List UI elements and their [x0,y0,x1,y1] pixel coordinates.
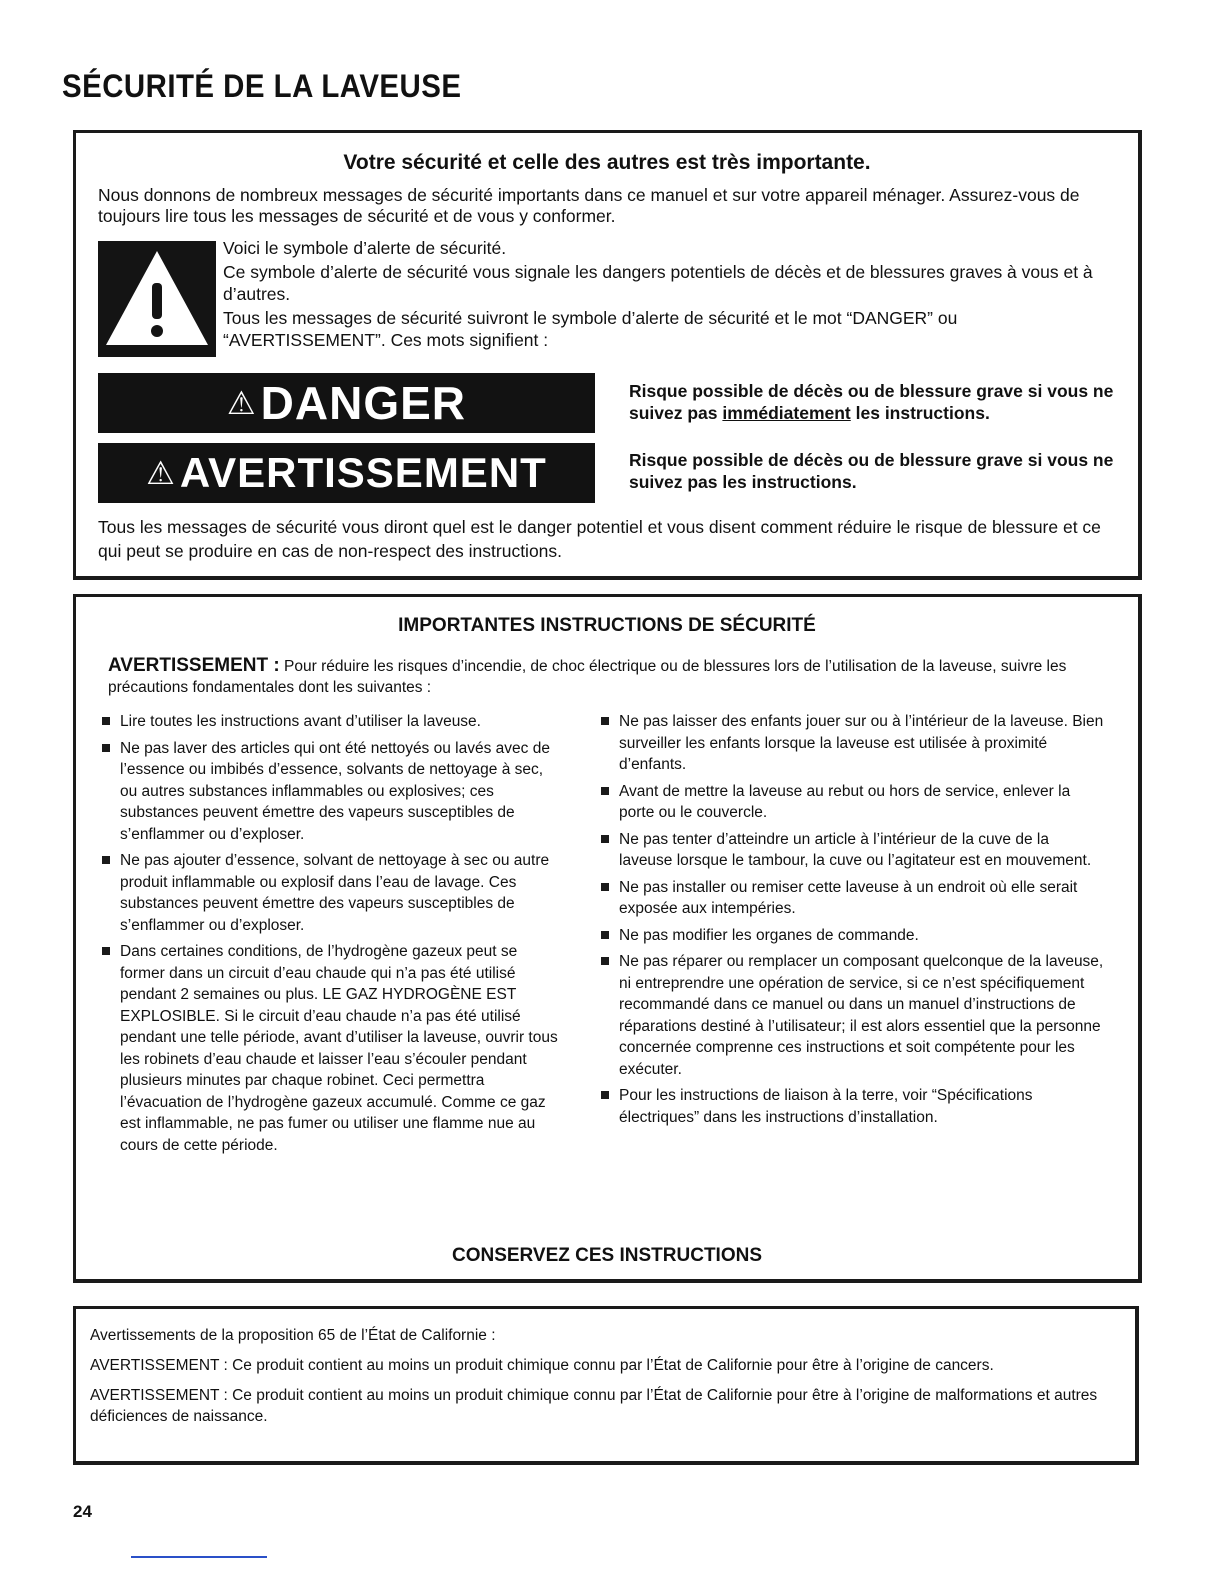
safety-outro: Tous les messages de sécurité vous diront quel est le danger potentiel et vous disent comment réduire le risque de blessure et ce qui peut se produire en cas de non-respect des instructions. [98,517,1101,561]
instructions-list-left [96,711,564,1161]
alert-line: Ce symbole d’alerte de sécurité vous signale les dangers potentiels de décès et de blessures graves à vous et à d’autres. [223,262,1093,304]
alert-symbol-text [223,237,1123,353]
warning-triangle-icon: ⚠ [146,455,176,491]
danger-banner [98,373,595,433]
warning-triangle-icon: ⚠ [226,385,257,421]
alert-line: Voici le symbole d’alerte de sécurité. [223,238,507,258]
warning-text: Pour réduire les risques d’incendie, de choc électrique ou de blessures lors de l’utilisation de la laveuse, suivre les précautions fondamentales dont les suivantes : [108,658,1067,696]
list-item: Ne pas tenter d’atteindre un article à l’intérieur de la cuve de la laveuse lorsque le tambour, la cuve ou l’agitateur est en mouvement. [595,829,1105,872]
list-item: Ne pas laisser des enfants jouer sur ou à l’intérieur de la laveuse. Bien surveiller les enfants lorsque la laveuse est utilisée à proximité d’enfants. [595,711,1105,776]
instructions-warning [108,655,1108,698]
list-item: Ne pas laver des articles qui ont été nettoyés ou lavés avec de l’essence ou imbibés d’essence, solvants de nettoyage à sec, ou autres substances inflammables ou explosives; ces substances peuvent émettre des vapeurs susceptibles de s’enflammer ou d’exploser. [96,738,564,846]
prop65-title: Avertissements de la proposition 65 de l’État de Californie : [90,1327,496,1344]
list-item: Ne pas réparer ou remplacer un composant quelconque de la laveuse, ni entreprendre une opération de service, si ce n’est spécifiquement recommandé dans ce manuel ou dans un manuel d’instructions de réparations destiné à l’utilisateur; il est alors essentiel que la personne concernée comprenne ces instructions et soit compétente pour les exécuter. [595,951,1105,1080]
list-item: Ne pas installer ou remiser cette laveuse à un endroit où elle serait exposée aux intempéries. [595,877,1105,920]
danger-banner-text: DANGER [260,377,467,429]
page-number: 24 [73,1502,92,1521]
danger-desc-text-end: les instructions. [850,403,990,423]
list-item: Ne pas ajouter d’essence, solvant de nettoyage à sec ou autre produit inflammable ou explosif dans l’eau de lavage. Ces substances peuvent émettre des vapeurs susceptibles de s’enflammer ou d’exploser. [96,850,564,936]
prop65-warning-cancer: AVERTISSEMENT : Ce produit contient au moins un produit chimique connu par l’État de Californie pour être à l’origine de cancers. [90,1357,994,1374]
danger-desc-text: Risque possible de décès ou de blessure grave si vous ne suivez pas [629,381,1114,423]
list-item: Ne pas modifier les organes de commande. [595,925,1105,947]
footer-rule [131,1556,267,1558]
page-title: SÉCURITÉ DE LA LAVEUSE [62,68,462,104]
list-item: Avant de mettre la laveuse au rebut ou hors de service, enlever la porte ou le couvercle. [595,781,1105,824]
warning-banner [98,443,595,503]
prop65-text [90,1325,1120,1436]
danger-description [629,380,1139,424]
safety-heading: Votre sécurité et celle des autres est très importante. [343,151,871,174]
instructions-footer: CONSERVEZ CES INSTRUCTIONS [451,1245,763,1266]
list-item: Dans certaines conditions, de l’hydrogène gazeux peut se former dans un circuit d’eau chaude qui n’a pas été utilisé pendant 2 semaines ou plus. LE GAZ HYDROGÈNE EST EXPLOSIBLE. Si le circuit d’eau chaude n’a pas été utilisé pendant une telle période, avant d’utiliser la laveuse, ouvrir tous les robinets d’eau chaude et laisser l’eau s’écouler pendant plusieurs minutes par chaque robinet. Ceci permettra l’évacuation de l’hydrogène gazeux accumulé. Comme ce gaz est inflammable, ne pas fumer ou utiliser une flamme nue au cours de cette période. [96,941,564,1156]
safety-intro: Nous donnons de nombreux messages de sécurité importants dans ce manuel et sur votre appareil ménager. Assurez-vous de toujours lire tous les messages de sécurité et de vous y conformer. [98,185,1080,226]
prop65-box [73,1306,1139,1465]
instructions-list-right [595,711,1105,1133]
instructions-box [73,594,1142,1283]
warning-description: Risque possible de décès ou de blessure grave si vous ne suivez pas les instructions. [629,450,1114,492]
warning-lead: AVERTISSEMENT : [108,655,280,676]
instructions-heading: IMPORTANTES INSTRUCTIONS DE SÉCURITÉ [398,615,816,636]
danger-desc-emphasis: immédiatement [722,403,851,423]
alert-line: Tous les messages de sécurité suivront le symbole d’alerte de sécurité et le mot “DANGER” ou “AVERTISSEMENT”. Ces mots signifient : [223,308,958,350]
safety-info-box [73,130,1142,580]
prop65-warning-birth: AVERTISSEMENT : Ce produit contient au moins un produit chimique connu par l’État de Californie pour être à l’origine de malformations et autres déficiences de naissance. [90,1387,1098,1425]
safety-alert-icon [98,241,216,357]
list-item: Pour les instructions de liaison à la terre, voir “Spécifications électriques” dans les instructions d’installation. [595,1085,1105,1128]
warning-banner-text: AVERTISSEMENT [179,449,547,496]
list-item: Lire toutes les instructions avant d’utiliser la laveuse. [96,711,564,733]
